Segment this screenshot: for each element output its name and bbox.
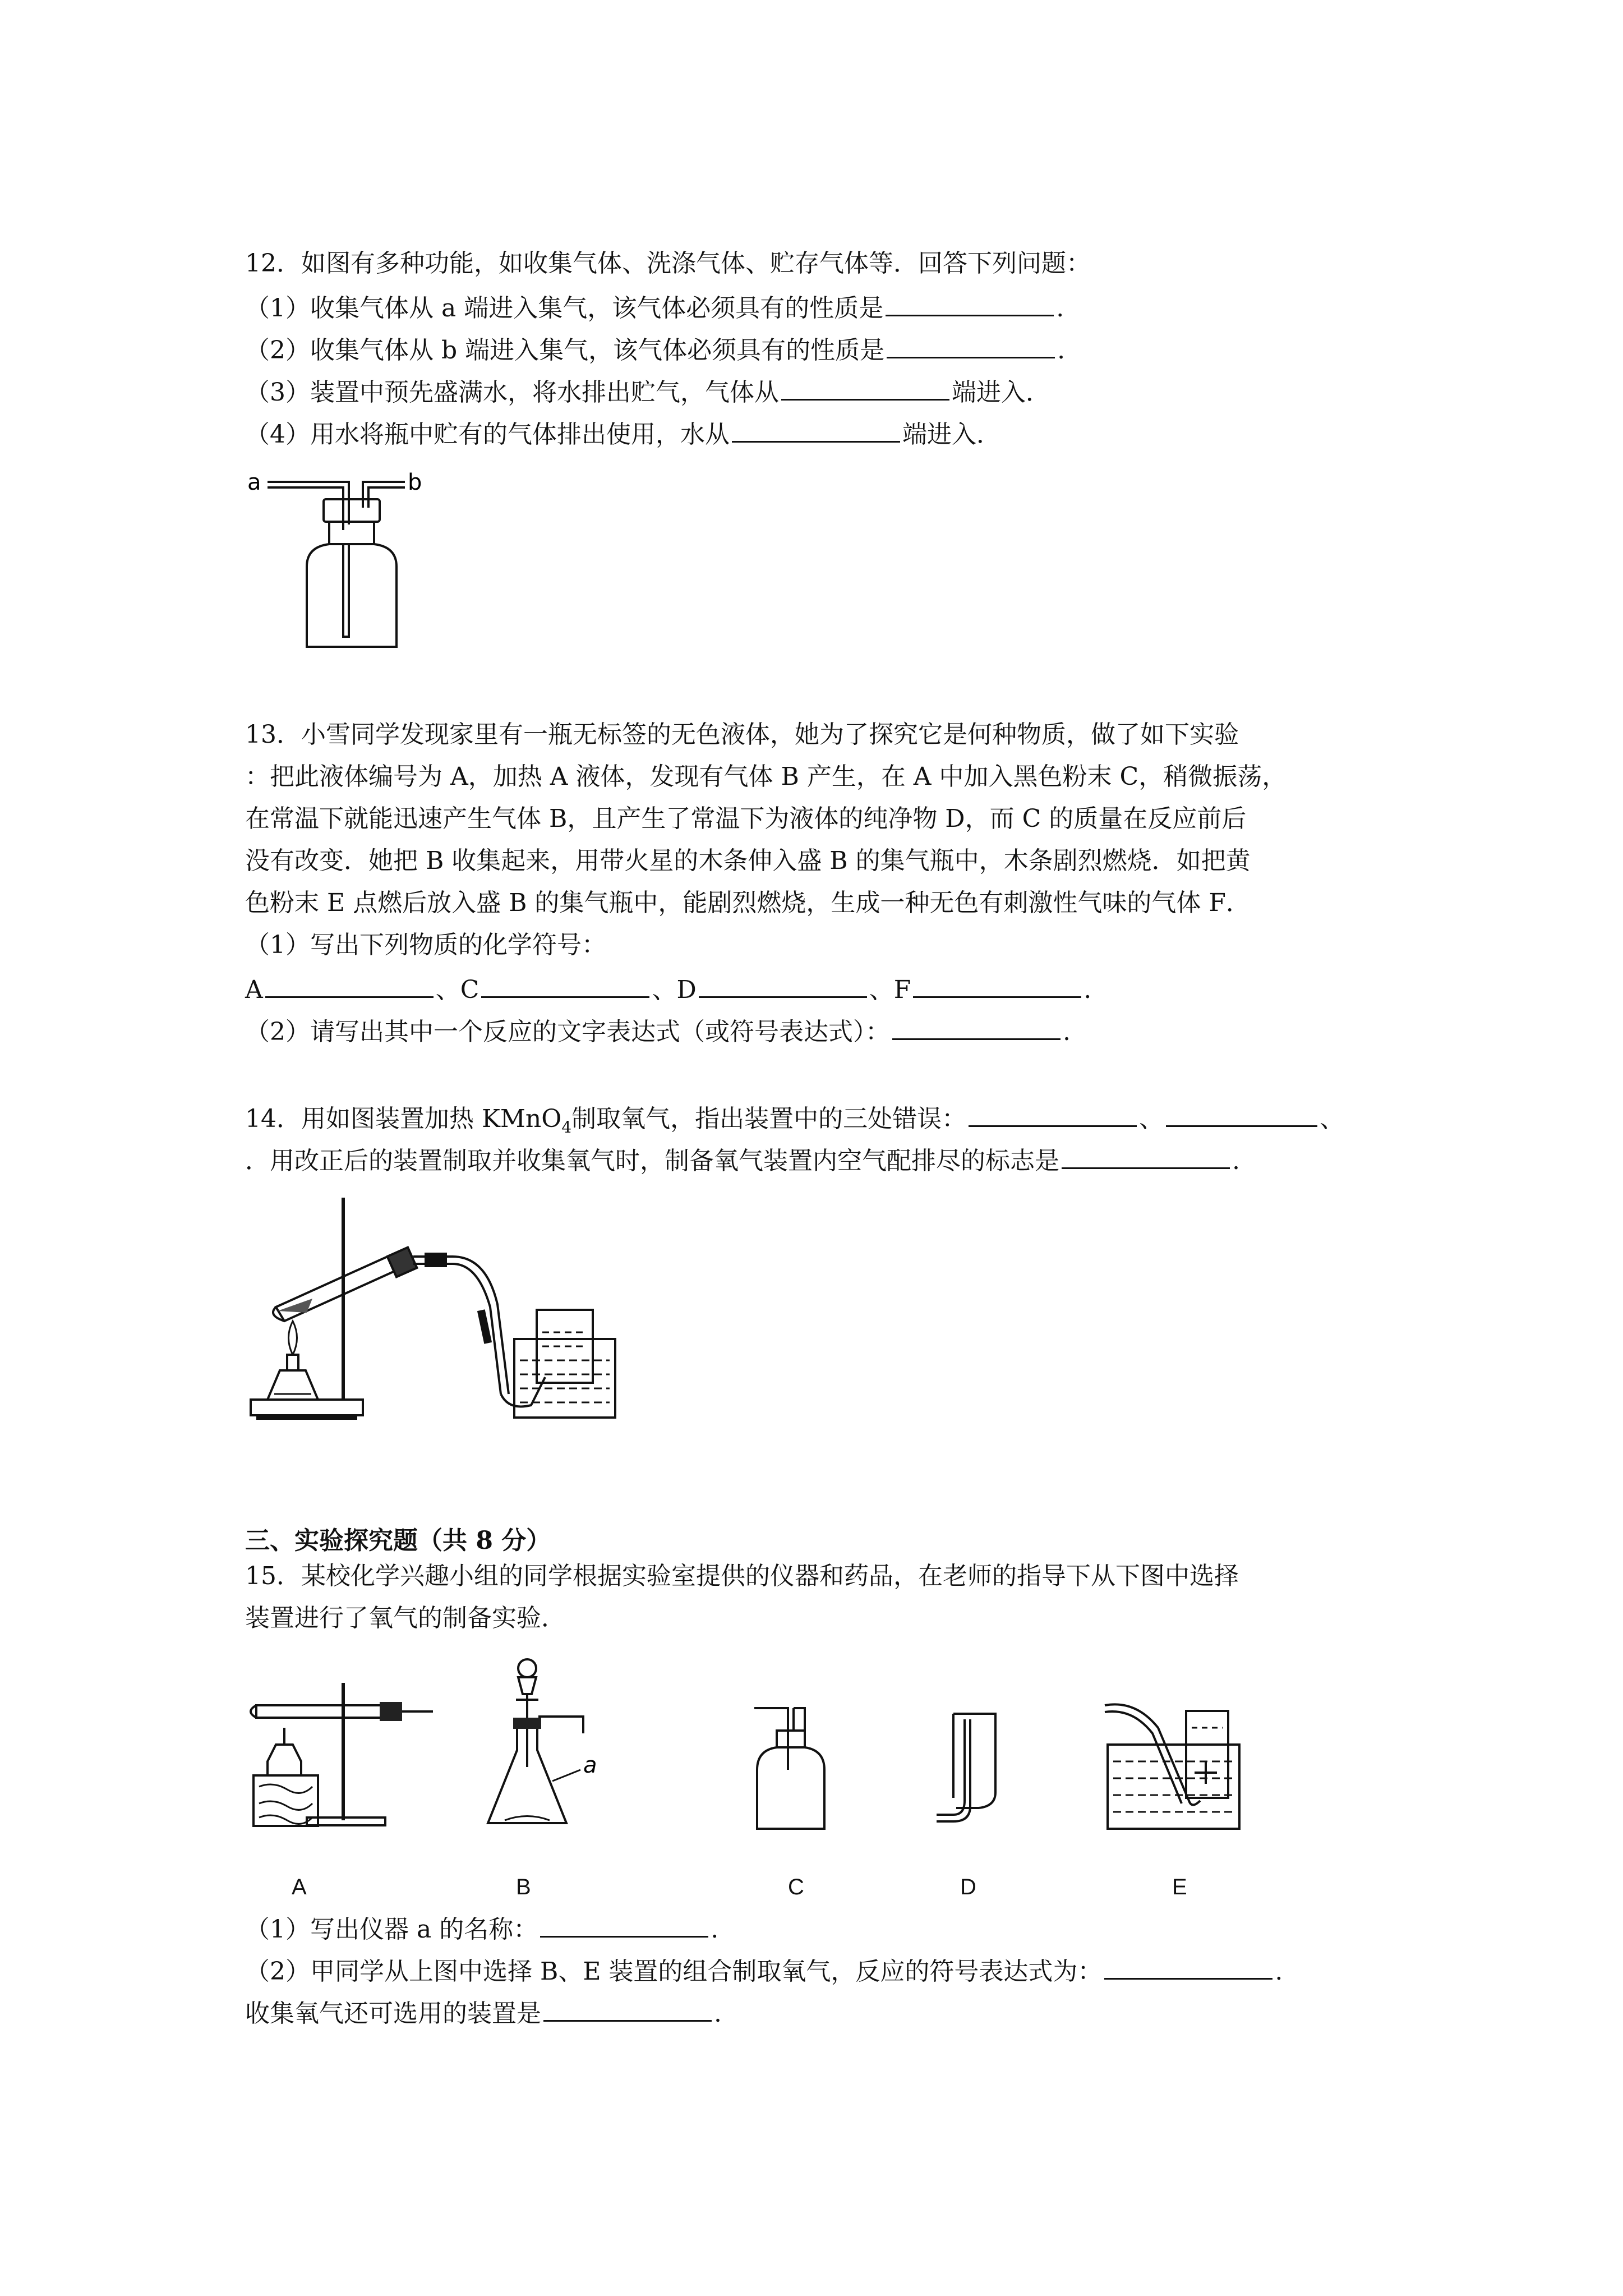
gas-bottle-figure — [245, 468, 430, 659]
figure-caption: D — [960, 1875, 976, 1899]
answer-blank[interactable] — [1062, 1142, 1230, 1169]
q12-part4: （4）用水将瓶中贮有的气体排出使用，水从 端进入． — [245, 415, 1001, 452]
answer-blank[interactable] — [543, 1994, 712, 2022]
figure-caption: A — [292, 1875, 307, 1899]
answer-blank[interactable] — [540, 1910, 708, 1938]
end-label-a: a — [247, 470, 261, 495]
q13-line4: 没有改变．她把 B 收集起来，用带火星的木条伸入盛 B 的集气瓶中，木条剧烈燃烧．如把黄 — [245, 846, 1251, 875]
apparatus-d-figure — [934, 1708, 1007, 1843]
apparatus-e-figure — [1102, 1688, 1248, 1840]
q12-stem: 12．如图有多种功能，如收集气体、洗涤气体、贮存气体等．回答下列问题： — [245, 249, 1091, 278]
answer-blank[interactable] — [781, 373, 949, 401]
apparatus-b-figure — [482, 1655, 628, 1834]
q14-line2: ．用改正后的装置制取并收集氧气时，制备氧气装置内空气配排尽的标志是 . — [245, 1142, 1240, 1178]
answer-blank[interactable] — [481, 970, 649, 998]
answer-blank[interactable] — [699, 970, 867, 998]
figure-caption: C — [788, 1875, 804, 1899]
q15-part3: 收集氧气还可选用的装置是 . — [245, 1994, 722, 2031]
kmno4-apparatus-figure — [245, 1192, 626, 1428]
q15-part2: （2）甲同学从上图中选择 B、E 装置的组合制取氧气，反应的符号表达式为： . — [245, 1952, 1283, 1989]
answer-blank[interactable] — [892, 1013, 1061, 1040]
q13-line1: 13．小雪同学发现家里有一瓶无标签的无色液体，她为了探究它是何种物质，做了如下实验 — [245, 720, 1239, 749]
answer-blank[interactable] — [913, 970, 1081, 998]
q14-line1: 14．用如图装置加热 KMnO$_4$制取氧气，指出装置中的三处错误： 、 、 — [245, 1099, 1344, 1144]
apparatus-a-figure — [245, 1677, 436, 1834]
q13-part2: （2）请写出其中一个反应的文字表达式（或符号表达式）： . — [245, 1013, 1071, 1049]
answer-blank[interactable] — [732, 415, 900, 443]
q15-line1: 15．某校化学兴趣小组的同学根据实验室提供的仪器和药品，在老师的指导下从下图中选择 — [245, 1562, 1239, 1590]
answer-blank[interactable] — [969, 1099, 1137, 1127]
q12-part3: （3）装置中预先盛满水，将水排出贮气，气体从 端进入． — [245, 373, 1050, 409]
answer-blank[interactable] — [886, 289, 1054, 316]
q15-line2: 装置进行了氧气的制备实验． — [245, 1604, 566, 1632]
q13-symbols: A 、C 、D 、F . — [245, 970, 1091, 1007]
q13-line6: （1）写出下列物质的化学符号： — [245, 931, 606, 959]
instrument-label-a: a — [583, 1752, 597, 1778]
q12-part1: （1）收集气体从 a 端进入集气，该气体必须具有的性质是 . — [245, 289, 1064, 325]
answer-blank[interactable] — [265, 970, 434, 998]
figure-caption: E — [1172, 1875, 1187, 1899]
answer-blank[interactable] — [887, 331, 1055, 358]
answer-blank[interactable] — [1104, 1952, 1272, 1980]
q13-line3: 在常温下就能迅速产生气体 B，且产生了常温下为液体的纯净物 D，而 C 的质量在反应前后 — [245, 804, 1247, 833]
q13-line5: 色粉末 E 点燃后放入盛 B 的集气瓶中，能剧烈燃烧，生成一种无色有刺激性气味的气体 F． — [245, 889, 1251, 917]
q12-part2: （2）收集气体从 b 端进入集气，该气体必须具有的性质是 . — [245, 331, 1065, 367]
q13-line2: ：把此液体编号为 A，加热 A 液体，发现有气体 B 产生，在 A 中加入黑色粉末 C，稍微振荡， — [245, 762, 1287, 791]
q15-part1: （1）写出仪器 a 的名称： . — [245, 1910, 718, 1947]
end-label-b: b — [408, 470, 422, 495]
section-3-heading: 三、实验探究题（共 8 分） — [245, 1526, 551, 1555]
figure-caption: B — [516, 1875, 531, 1899]
answer-blank[interactable] — [1166, 1099, 1317, 1127]
apparatus-c-figure — [749, 1697, 833, 1837]
